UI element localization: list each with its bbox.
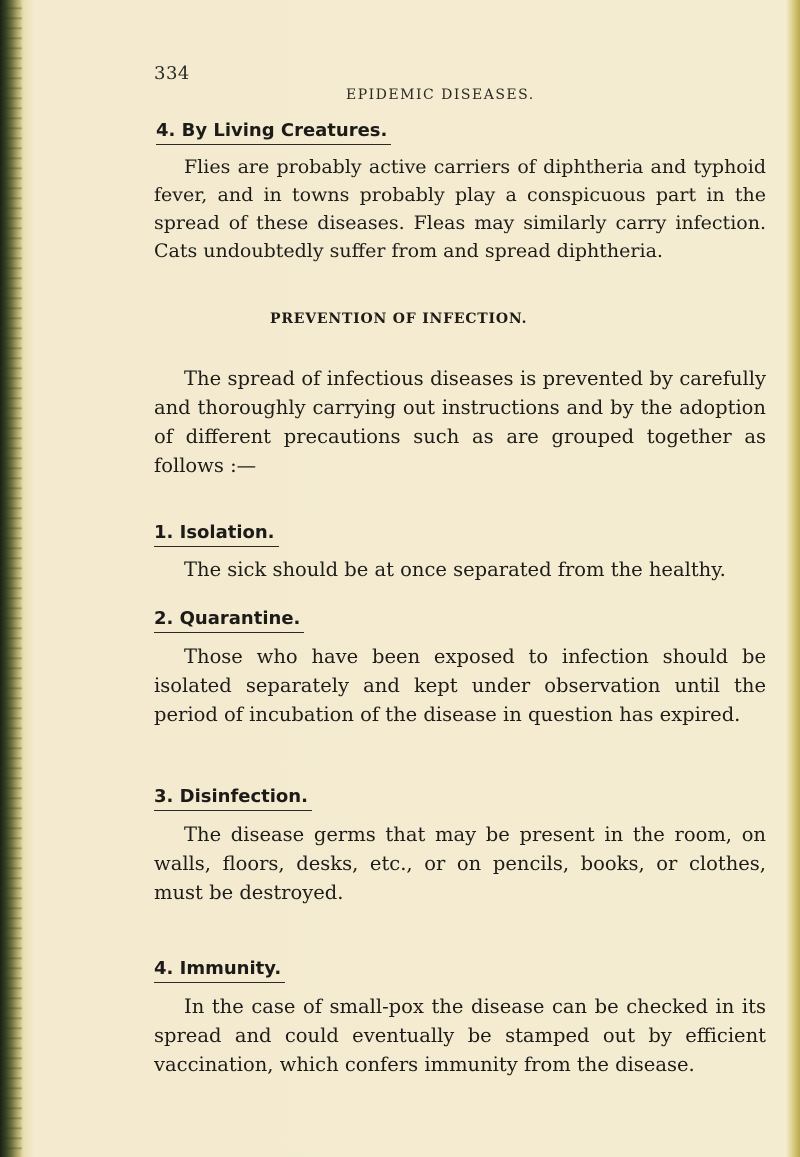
heading-quarantine-text: 2. Quarantine. [154,608,301,629]
heading-underline [154,982,285,983]
heading-isolation [154,522,275,543]
heading-underline [154,632,304,633]
page-number: 334 [154,63,190,84]
heading-immunity-text: 4. Immunity. [154,958,282,979]
heading-prevention-of-infection: PREVENTION OF INFECTION. [270,311,528,327]
paragraph-quarantine: Those who have been exposed to infection should be isolated separately and kept under observation until the period of incubation of the disease in question has expired. [154,645,766,726]
paragraph-prevention: The spread of infectious diseases is prevented by carefully and thoroughly carrying out instructions and by the adoption of different precautions such as are grouped together as follows :— [154,367,766,477]
heading-underline [156,144,391,145]
paragraph-isolation: The sick should be at once separated from the healthy. [184,558,726,581]
paragraph-living-creatures: Flies are probably active carriers of diphtheria and typhoid fever, and in towns probably play a conspicuous part in the spread of these diseases. Fleas may similarly carry infection. Cats undoubtedly suffer from and spread diphtheria. [154,156,766,262]
heading-living-creatures-text: 4. By Living Creatures. [156,120,388,141]
paragraph-immunity: In the case of small-pox the disease can be checked in its spread and could eventually be stamped out by efficient vaccination, which confers immunity from the disease. [154,995,766,1076]
heading-immunity [154,958,281,979]
heading-quarantine [154,608,300,629]
heading-disinfection-text: 3. Disinfection. [154,786,308,807]
heading-disinfection [154,786,308,807]
paragraph-disinfection: The disease germs that may be present in the room, on walls, floors, desks, etc., or on pencils, books, or clothes, must be destroyed. [154,823,766,904]
heading-underline [154,810,312,811]
heading-isolation-text: 1. Isolation. [154,522,275,543]
heading-living-creatures [156,120,387,141]
running-head: EPIDEMIC DISEASES. [346,87,535,103]
heading-underline [154,546,279,547]
